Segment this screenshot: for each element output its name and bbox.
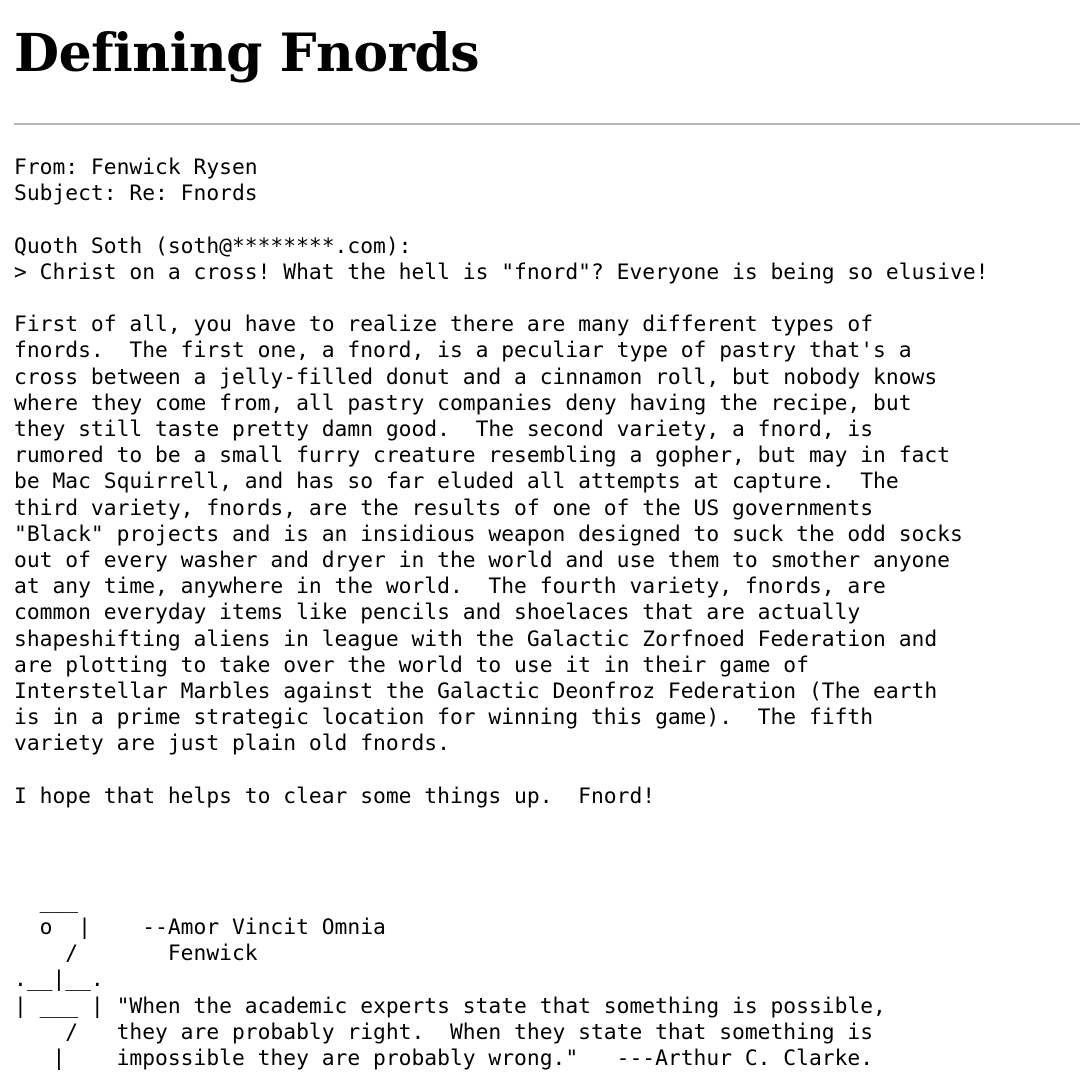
title-divider (14, 123, 1080, 125)
page-title: Defining Fnords (14, 23, 480, 84)
message-body: From: Fenwick Rysen Subject: Re: Fnords Quoth Soth (soth@********.com): > Christ on a cross! What the hell is "fnord"? Everyone is being so elusive! First of all, you have to realize there are many different types of fnords. The first one, a fnord, is a peculiar type of pastry that's a cross between a jelly-filled donut and a cinnamon roll, but nobody knows where they come from, all pastry companies deny having the recipe, but they still taste pretty damn good. The second variety, a fnord, is rumored to be a small furry creature resembling a gopher, but may in fact be Mac Squirrell, and has so far eluded all attempts at capture. The third variety, fnords, are the results of one of the US governments "Black" projects and is an insidious weapon designed to suck the odd socks out of every washer and dryer in the world and use them to smother anyone at any time, anywhere in the world. The fourth variety, fnords, are common everyday items like pencils and shoelaces that are actually shapeshifting aliens in league with the Galactic Zorfnoed Federation and are plotting to take over the world to use it in their game of Interstellar Marbles against the Galactic Deonfroz Federation (The earth is in a prime strategic location for winning this game). The fifth variety are just plain old fnords. I hope that helps to clear some things up. Fnord! ___ o | --Amor Vincit Omnia / Fenwick .__|__. | ___ | "When the academic experts state that something is possible, / they are probably right. When they state that something is | impossible they are probably wrong." ---Arthur C. Clarke. (14, 155, 989, 1071)
